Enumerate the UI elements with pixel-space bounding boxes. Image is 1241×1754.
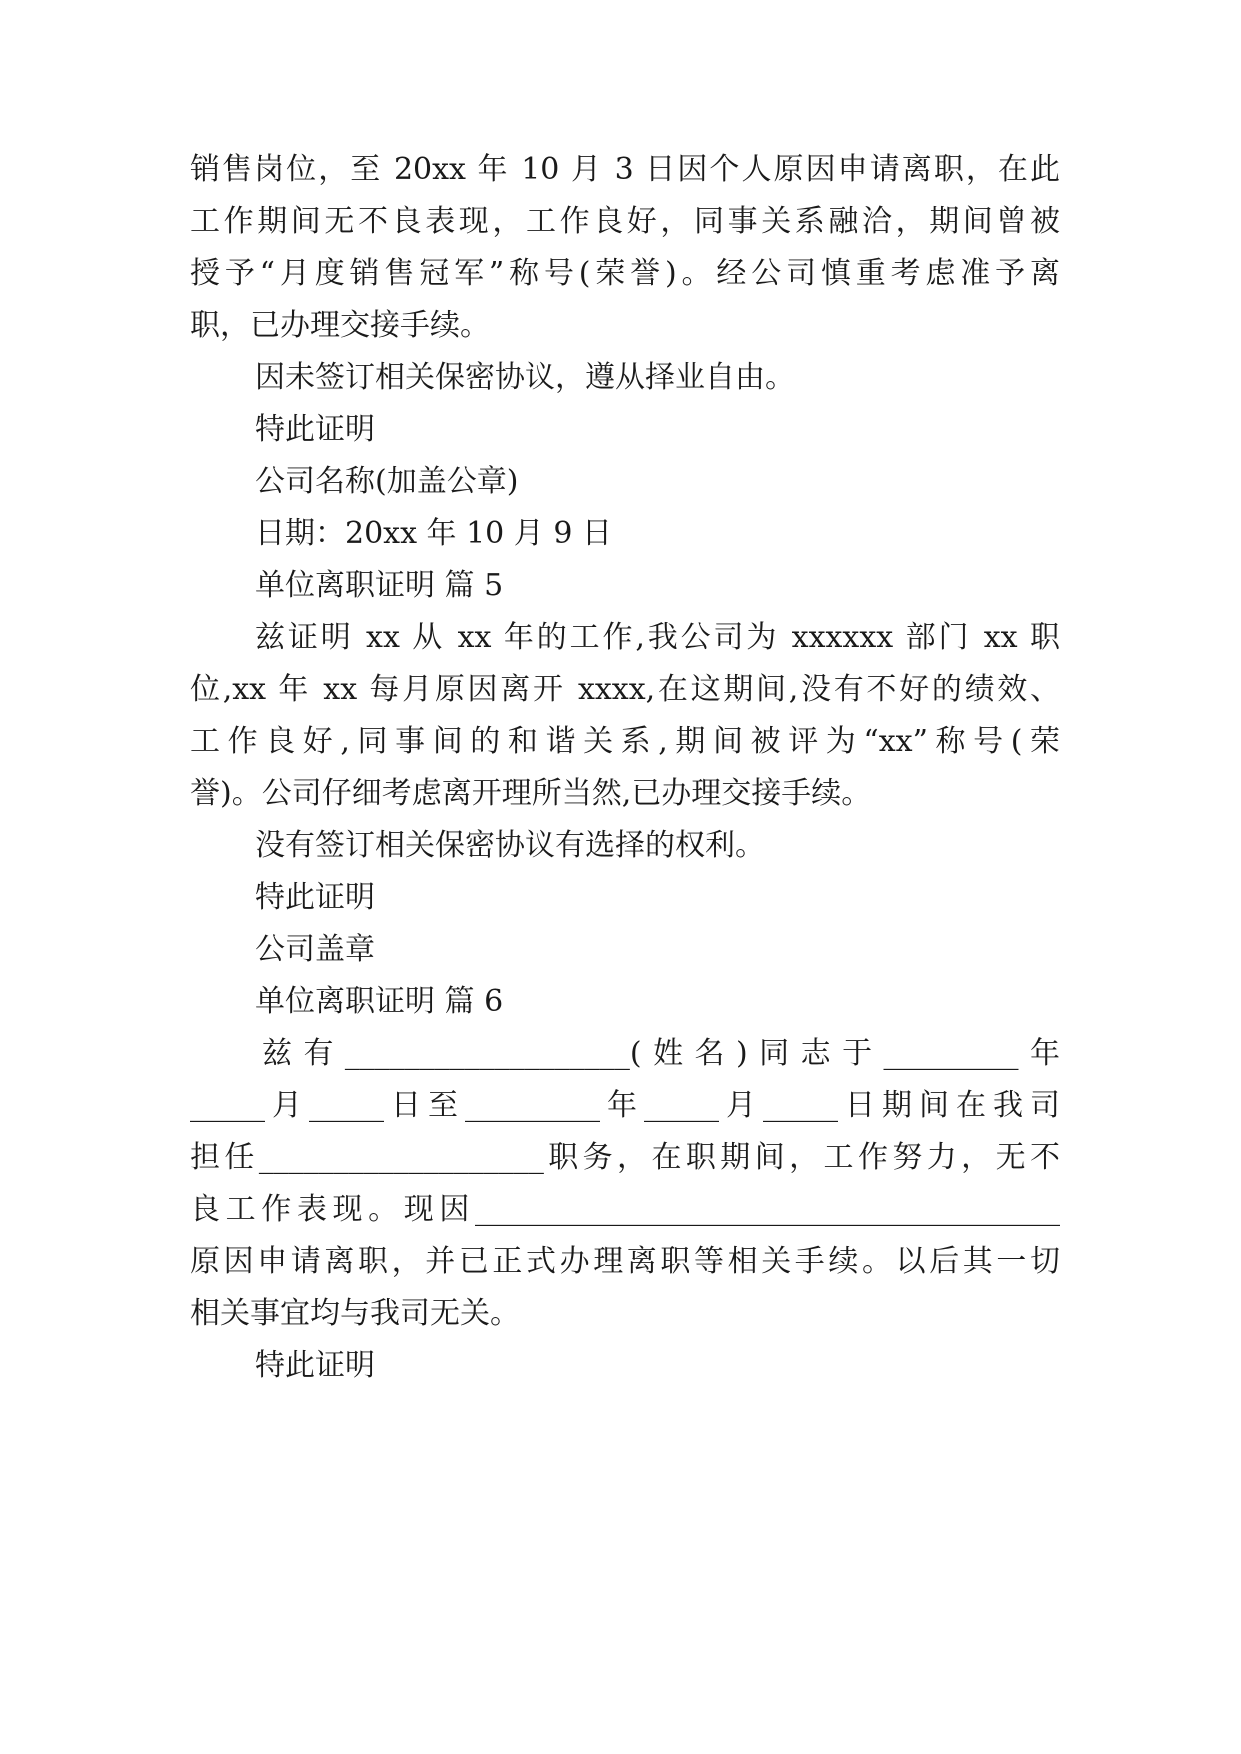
closing-line: 特此证明 bbox=[255, 1348, 375, 1383]
paragraph-line: 位,xx 年 xx 每月原因离开 xxxx,在这期间,没有不好的绩效、 bbox=[190, 672, 1060, 707]
section-heading: 单位离职证明 篇 6 bbox=[255, 984, 504, 1019]
form-line: 担任___________________职务，在职期间，工作努力，无不 bbox=[190, 1140, 1060, 1175]
date-line: 日期：20xx 年 10 月 9 日 bbox=[255, 516, 612, 551]
form-line: 兹有___________________(姓名)同志于_________年 bbox=[262, 1036, 1060, 1071]
form-line: _____月_____日至_________年_____月_____日期间在我司 bbox=[190, 1088, 1060, 1123]
paragraph-line: 职，已办理交接手续。 bbox=[190, 308, 490, 343]
paragraph-line: 兹证明 xx 从 xx 年的工作,我公司为 xxxxxx 部门 xx 职 bbox=[255, 620, 1060, 655]
section-heading: 单位离职证明 篇 5 bbox=[255, 568, 504, 603]
paragraph-line: 相关事宜均与我司无关。 bbox=[190, 1296, 520, 1331]
company-name-line: 公司名称(加盖公章) bbox=[255, 464, 519, 499]
closing-line: 特此证明 bbox=[255, 880, 375, 915]
paragraph-line: 誉)。公司仔细考虑离开理所当然,已办理交接手续。 bbox=[190, 776, 872, 811]
paragraph-line: 工作期间无不良表现，工作良好，同事关系融洽，期间曾被 bbox=[190, 204, 1060, 239]
closing-line: 特此证明 bbox=[255, 412, 375, 447]
paragraph-line: 因未签订相关保密协议，遵从择业自由。 bbox=[255, 360, 795, 395]
paragraph-line: 没有签订相关保密协议有选择的权利。 bbox=[255, 828, 765, 863]
paragraph-line: 授予“月度销售冠军”称号(荣誉)。经公司慎重考虑准予离 bbox=[190, 256, 1060, 291]
form-line: 良工作表现。现因_______________________________________ bbox=[190, 1192, 1060, 1227]
company-seal-line: 公司盖章 bbox=[255, 932, 375, 967]
paragraph-line: 原因申请离职，并已正式办理离职等相关手续。以后其一切 bbox=[190, 1244, 1060, 1279]
paragraph-line: 工作良好,同事间的和谐关系,期间被评为“xx”称号(荣 bbox=[190, 724, 1060, 759]
paragraph-line: 销售岗位，至 20xx 年 10 月 3 日因个人原因申请离职，在此 bbox=[190, 152, 1060, 187]
